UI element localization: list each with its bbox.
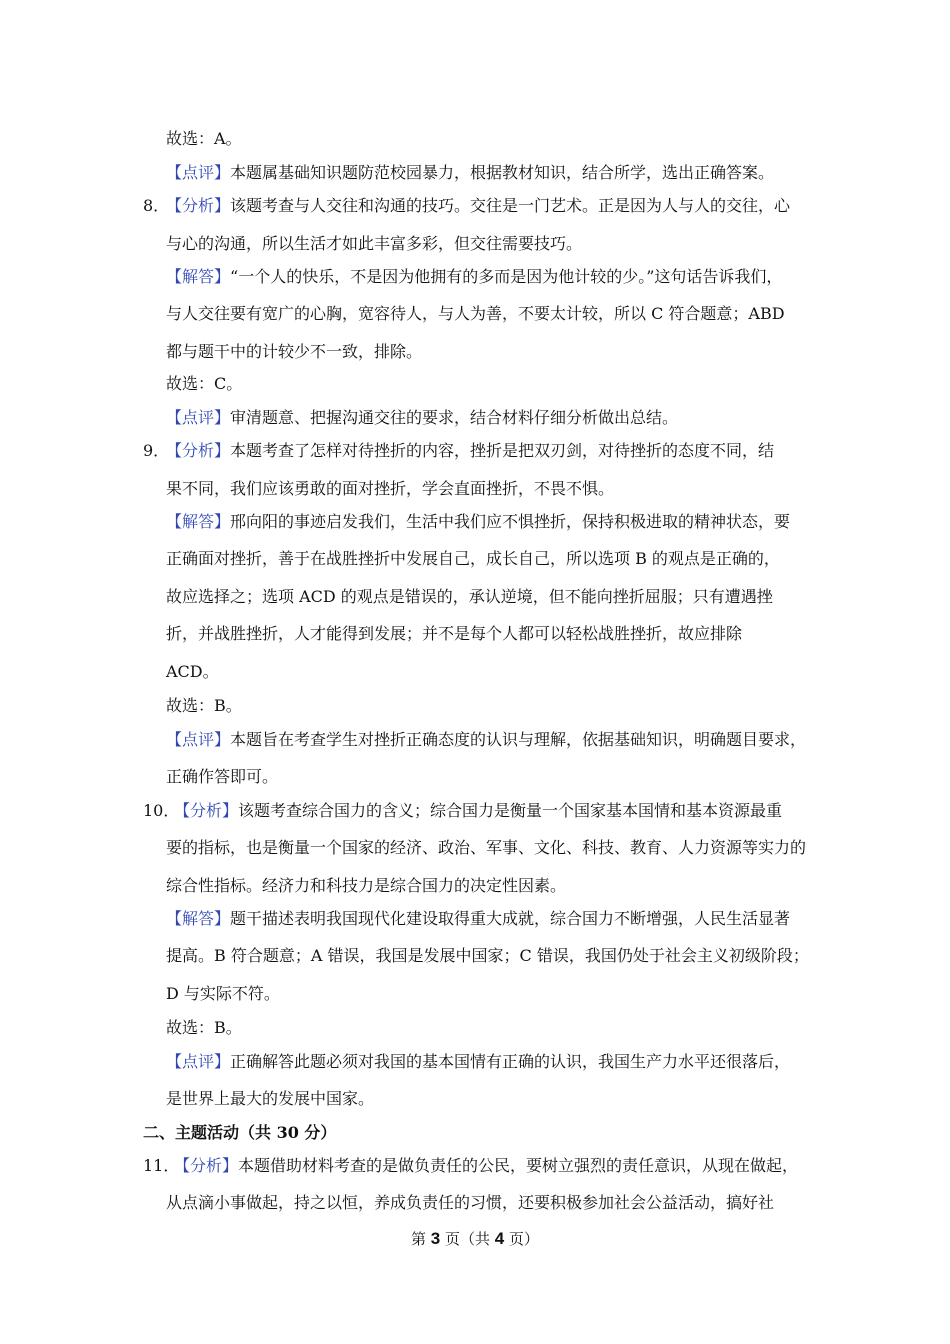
footer-total-pages: 4 [494,1229,505,1248]
answer-tag-label: 【分析】 [174,1156,239,1175]
answer-tag-label: 【分析】 [174,801,239,820]
line-text: 故选：C。 [166,374,243,393]
question-number: 11． [143,1156,180,1175]
line-text: 综合性指标。经济力和科技力是综合国力的决定性因素。 [166,876,567,895]
answer-tag-label: 【分析】 [166,196,231,215]
text-line [166,838,806,858]
text-line [166,163,774,183]
line-text: 故选：A。 [166,129,242,148]
line-text: 是世界上最大的发展中国家。 [166,1089,375,1108]
text-line [166,196,790,216]
text-line [166,1089,374,1109]
line-text: 提高。B 符合题意；A 错误，我国是发展中国家；C 错误，我国仍处于社会主义初级阶段； [166,946,809,965]
text-line [166,234,582,254]
line-text: 都与题干中的计较少不一致，排除。 [166,342,423,361]
answer-tag-label: 【点评】 [166,163,231,182]
text-line [166,1193,774,1213]
text-line [166,984,280,1004]
text-line [166,304,785,324]
text-line [174,801,782,821]
line-text: 与人交往要有宽广的心胸，宽容待人，与人为善，不要太计较，所以 C 符合题意；ABD [166,304,785,323]
text-line [166,624,742,644]
line-text: 邢向阳的事迹启发我们，生活中我们应不惧挫折，保持积极进取的精神状态，要 [230,512,791,531]
footer-suffix: 页） [509,1230,540,1248]
text-line [166,946,809,966]
line-text: 本题旨在考查学生对挫折正确态度的认识与理解，依据基础知识，明确题目要求， [230,730,807,749]
line-text: 故选：B。 [166,1018,242,1037]
text-line [166,876,566,896]
text-line [166,342,422,362]
line-text: 题干描述表明我国现代化建设取得重大成就，综合国力不断增强，人民生活显著 [230,909,791,928]
line-text: 要的指标，也是衡量一个国家的经济、政治、军事、文化、科技、教育、人力资源等实力的 [166,838,807,857]
footer-middle: 页（共 [444,1230,490,1248]
line-text: 该题考查综合国力的含义；综合国力是衡量一个国家基本国情和基本资源最重 [238,801,783,820]
text-line [166,129,242,149]
line-text: 正确作答即可。 [166,767,279,786]
footer-page-number: 3 [430,1229,441,1248]
answer-tag-label: 【点评】 [166,1052,231,1071]
text-line [166,267,782,287]
text-line [166,730,806,750]
text-line [166,374,242,394]
line-text: 本题考查了怎样对待挫折的内容，挫折是把双刃剑，对待挫折的态度不同，结 [230,441,775,460]
text-line [166,909,790,929]
line-text: 审清题意、把握沟通交往的要求，结合材料仔细分析做出总结。 [230,408,679,427]
line-text: 故应选择之；选项 ACD 的观点是错误的，承认逆境，但不能向挫折屈服；只有遭遇挫 [166,587,773,606]
line-text: 该题考查与人交往和沟通的技巧。交往是一门艺术。正是因为人与人的交往，心 [230,196,791,215]
line-text: 正确面对挫折，善于在战胜挫折中发展自己，成长自己，所以选项 B 的观点是正确的， [166,549,780,568]
text-line [166,441,774,461]
line-text: 故选：B。 [166,696,242,715]
text-line [166,1052,790,1072]
line-text: 从点滴小事做起，持之以恒，养成负责任的习惯，还要积极参加社会公益活动，搞好社 [166,1193,775,1212]
section-heading: 二、主题活动（共 30 分） [143,1123,337,1142]
line-text: 果不同，我们应该勇敢的面对挫折，学会直面挫折，不畏不惧。 [166,479,615,498]
text-line [166,696,242,716]
page-footer [0,1229,950,1249]
answer-tag-label: 【点评】 [166,730,231,749]
line-text: 本题属基础知识题防范校园暴力，根据教材知识，结合所学，选出正确答案。 [230,163,775,182]
line-text: D 与实际不符。 [166,984,280,1003]
answer-tag-label: 【分析】 [166,441,231,460]
line-text: “一个人的快乐，不是因为他拥有的多而是因为他计较的少。”这句话告诉我们， [230,267,783,286]
line-text: 与心的沟通，所以生活才如此丰富多彩，但交往需要技巧。 [166,234,583,253]
answer-tag-label: 【解答】 [166,267,231,286]
line-text: 折，并战胜挫折，人才能得到发展；并不是每个人都可以轻松战胜挫折，故应排除 [166,624,743,643]
answer-tag-label: 【解答】 [166,909,231,928]
text-line [166,1018,242,1038]
line-text: 本题借助材料考查的是做负责任的公民，要树立强烈的责任意识，从现在做起， [238,1156,799,1175]
question-number: 9． [143,441,170,460]
text-line [166,662,219,682]
answer-tag-label: 【点评】 [166,408,231,427]
question-number: 10． [143,801,180,820]
line-text: 正确解答此题必须对我国的基本国情有正确的认识，我国生产力水平还很落后， [230,1052,791,1071]
line-text: ACD。 [166,662,219,681]
question-number: 8． [143,196,170,215]
text-line [166,587,773,607]
text-line [166,408,678,428]
text-line [174,1156,798,1176]
text-line [166,767,278,787]
answer-tag-label: 【解答】 [166,512,231,531]
text-line [166,549,780,569]
text-line [166,479,614,499]
text-line [166,512,790,532]
footer-prefix: 第 [410,1230,426,1248]
